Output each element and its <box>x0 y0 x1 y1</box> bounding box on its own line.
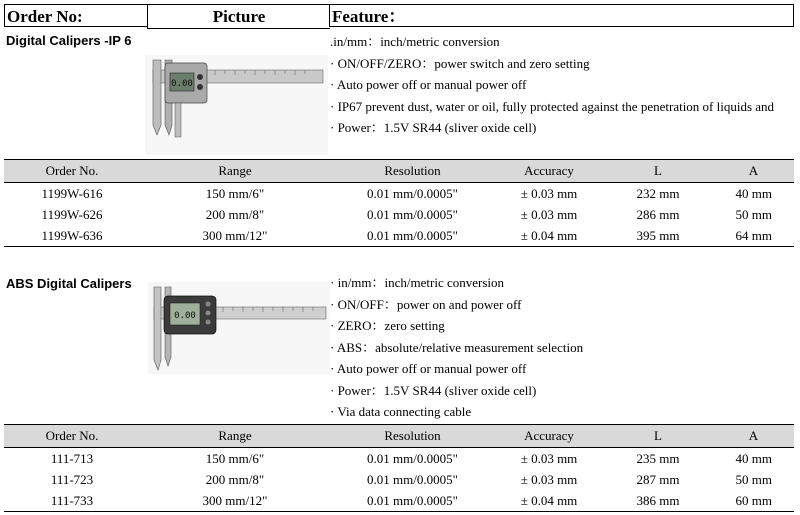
table-cell: ± 0.04 mm <box>495 490 603 512</box>
caliper-image <box>145 55 328 155</box>
table-cell: 232 mm <box>636 185 680 201</box>
table-cell: 40 mm <box>735 185 772 201</box>
feature-list <box>330 272 583 423</box>
spec-table <box>4 424 794 512</box>
table-row <box>4 469 794 490</box>
digital-caliper-icon <box>145 55 328 155</box>
table-cell: 40 mm <box>735 450 772 466</box>
table-cell: 111-713 <box>50 450 94 466</box>
column-header: Resolution <box>330 425 495 448</box>
feature-item: · Power：1.5V SR44 (sliver oxide cell) <box>330 382 537 398</box>
table-cell: 286 mm <box>636 206 680 222</box>
table-cell: 150 mm/6" <box>205 450 265 466</box>
table-row <box>4 225 794 247</box>
table-cell: 300 mm/12" <box>140 490 330 512</box>
feature-list <box>330 31 774 139</box>
column-header: A <box>713 425 794 448</box>
caliper-display: 0.00 <box>174 311 196 321</box>
feature-item: · Auto power off or manual power off <box>330 77 527 92</box>
header-picture: Picture <box>147 4 330 29</box>
table-cell: 50 mm <box>735 206 772 222</box>
table-row <box>4 183 794 205</box>
table-cell: ± 0.04 mm <box>495 225 603 247</box>
table-cell: 287 mm <box>636 471 680 487</box>
column-header: Accuracy <box>495 425 603 448</box>
table-row <box>4 490 794 512</box>
spec-table <box>4 159 794 247</box>
column-header: Range <box>140 160 330 183</box>
column-header: A <box>713 160 794 183</box>
table-cell: 60 mm <box>713 490 794 512</box>
feature-item: · ON/OFF/ZERO：power switch and zero setting <box>330 55 590 71</box>
table-cell: 111-733 <box>4 490 140 512</box>
feature-item: · Power：1.5V SR44 (sliver oxide cell) <box>330 120 537 135</box>
abs-digital-caliper-icon <box>148 282 330 374</box>
table-cell: 1199W-616 <box>41 185 103 201</box>
caliper-display: 0.00 <box>171 79 193 89</box>
table-cell: 1199W-626 <box>41 206 103 222</box>
table-row <box>4 448 794 470</box>
table-row <box>4 204 794 225</box>
table-cell: ± 0.03 mm <box>520 450 578 466</box>
feature-item: · ABS：absolute/relative measurement selection <box>330 339 584 355</box>
table-cell: 0.01 mm/0.0005" <box>330 225 495 247</box>
section-title: ABS Digital Calipers <box>6 276 132 291</box>
caliper-image <box>148 282 330 374</box>
table-cell: 395 mm <box>603 225 713 247</box>
table-cell: 64 mm <box>713 225 794 247</box>
table-cell: 200 mm/8" <box>205 206 265 222</box>
table-header-row <box>4 425 794 448</box>
feature-item: · ON/OFF：power on and power off <box>330 296 522 312</box>
feature-item: · Via data connecting cable <box>330 404 472 419</box>
table-header-row <box>4 160 794 183</box>
table-cell: 150 mm/6" <box>205 185 265 201</box>
column-header: Range <box>140 425 330 448</box>
feature-item: .in/mm：inch/metric conversion <box>330 34 500 49</box>
feature-item: · ZERO：zero setting <box>330 318 445 333</box>
column-header: Order No. <box>4 425 140 448</box>
header-feature: Feature： <box>329 4 794 27</box>
table-cell: 1199W-636 <box>4 225 140 247</box>
table-cell: ± 0.03 mm <box>520 471 578 487</box>
feature-item: · IP67 prevent dust, water or oil, fully protected against the penetration of liquids and <box>330 98 775 114</box>
section-title: Digital Calipers -IP 6 <box>6 33 132 48</box>
table-cell: 0.01 mm/0.0005" <box>367 206 458 222</box>
table-cell: 0.01 mm/0.0005" <box>367 450 458 466</box>
column-header: Accuracy <box>495 160 603 183</box>
feature-item: · in/mm：inch/metric conversion <box>330 275 505 290</box>
table-cell: 235 mm <box>636 450 680 466</box>
header-order-no: Order No: <box>4 4 147 27</box>
column-header: Resolution <box>330 160 495 183</box>
table-cell: 386 mm <box>603 490 713 512</box>
table-cell: 0.01 mm/0.0005" <box>367 185 458 201</box>
column-header: L <box>603 425 713 448</box>
table-cell: ± 0.03 mm <box>520 185 578 201</box>
column-header: L <box>603 160 713 183</box>
table-cell: 0.01 mm/0.0005" <box>330 490 495 512</box>
table-cell: 300 mm/12" <box>140 225 330 247</box>
table-cell: 200 mm/8" <box>205 471 265 487</box>
table-cell: 0.01 mm/0.0005" <box>367 471 458 487</box>
table-cell: ± 0.03 mm <box>520 206 578 222</box>
table-cell: 111-723 <box>50 471 94 487</box>
table-cell: 50 mm <box>735 471 772 487</box>
feature-item: · Auto power off or manual power off <box>330 361 527 376</box>
column-header: Order No. <box>4 160 140 183</box>
